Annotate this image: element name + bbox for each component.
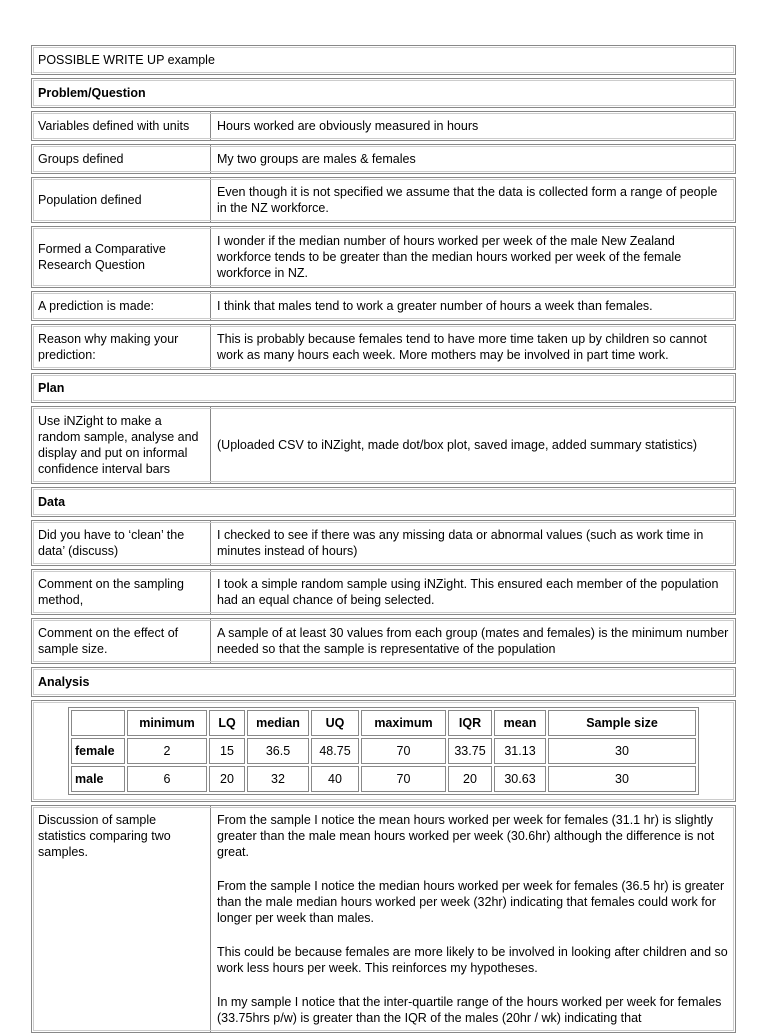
section-plan (31, 373, 736, 403)
row-label: Population defined (32, 178, 211, 222)
table-cell: 48.75 (311, 738, 359, 764)
table-header: Sample size (548, 710, 696, 736)
table-cell: female (71, 738, 125, 764)
table-cell: 30 (548, 738, 696, 764)
discussion-paragraph: In my sample I notice that the inter-quartile range of the hours worked per week for females (33.75hrs p/w) is greater than the IQR of the males (20hr / wk) indicating that (217, 995, 722, 1025)
problem-row-variables (31, 111, 736, 141)
write-up-document (31, 45, 736, 1036)
problem-row-question (31, 226, 736, 288)
row-text: I think that males tend to work a greater number of hours a week than females. (217, 299, 653, 313)
table-cell: 15 (209, 738, 245, 764)
table-row (71, 738, 696, 764)
row-label: A prediction is made: (32, 292, 211, 320)
row-label: Formed a Comparative Research Question (32, 227, 211, 287)
row-text: Hours worked are obviously measured in hours (217, 119, 479, 133)
section-analysis (31, 667, 736, 697)
row-label: Use iNZight to make a random sample, analyse and display and put on informal confidence interval bars (32, 407, 211, 483)
discussion-paragraph: From the sample I notice the median hours worked per week for females (36.5 hr) is greater than the male median hours worked per week (32hr) indicating that females could work for longer per week than males. (217, 879, 725, 925)
row-text: I checked to see if there was any missing data or abnormal values (such as work time in minutes instead of hours) (217, 528, 704, 558)
table-cell: 31.13 (494, 738, 546, 764)
discussion-text (211, 806, 735, 1032)
row-label: Reason why making your prediction: (32, 325, 211, 369)
table-cell: 70 (361, 738, 446, 764)
table-cell: 30.63 (494, 766, 546, 792)
table-header: IQR (448, 710, 492, 736)
problem-row-reason (31, 324, 736, 370)
row-label: Groups defined (32, 145, 211, 173)
section-heading-plan: Plan (38, 381, 65, 395)
table-header (71, 710, 125, 736)
table-cell: 36.5 (247, 738, 309, 764)
row-label: Comment on the sampling method, (32, 570, 211, 614)
data-row-sample-size (31, 618, 736, 664)
row-text: My two groups are males & females (217, 152, 416, 166)
row-text: Even though it is not specified we assume that the data is collected form a range of people in the NZ workforce. (217, 185, 718, 215)
row-text: I wonder if the median number of hours worked per week of the male New Zealand workforce tends to be greater than the median hours worked per week of the female workforce in NZ. (217, 234, 682, 280)
table-header: minimum (127, 710, 207, 736)
row-label: Comment on the effect of sample size. (32, 619, 211, 663)
discussion-paragraph: This could be because females are more likely to be involved in looking after children and so work less hours per week. This reinforces my hypotheses. (217, 945, 728, 975)
document-title: POSSIBLE WRITE UP example (38, 53, 215, 67)
table-cell: 20 (448, 766, 492, 792)
problem-row-prediction (31, 291, 736, 321)
table-header: maximum (361, 710, 446, 736)
row-label: Did you have to ‘clean’ the data’ (discuss) (32, 521, 211, 565)
table-header: median (247, 710, 309, 736)
table-cell: 20 (209, 766, 245, 792)
title-row (31, 45, 736, 75)
section-problem (31, 78, 736, 108)
table-header: UQ (311, 710, 359, 736)
table-cell: 30 (548, 766, 696, 792)
row-label: Discussion of sample statistics comparing two samples. (32, 806, 211, 1032)
stats-container (32, 701, 735, 801)
row-text: (Uploaded CSV to iNZight, made dot/box plot, saved image, added summary statistics) (217, 438, 698, 452)
table-cell: 2 (127, 738, 207, 764)
table-header: LQ (209, 710, 245, 736)
table-header: mean (494, 710, 546, 736)
table-cell: 70 (361, 766, 446, 792)
problem-row-groups (31, 144, 736, 174)
stats-row (31, 700, 736, 802)
plan-row-inzight (31, 406, 736, 484)
data-row-sampling (31, 569, 736, 615)
section-heading-analysis: Analysis (38, 675, 90, 689)
table-cell: 6 (127, 766, 207, 792)
section-data (31, 487, 736, 517)
row-label: Variables defined with units (32, 112, 211, 140)
table-cell: male (71, 766, 125, 792)
discussion-paragraph: From the sample I notice the mean hours worked per week for females (31.1 hr) is slightly greater than the male mean hours worked per week (30.6hr) although the difference is not great. (217, 813, 715, 859)
table-row (71, 766, 696, 792)
problem-row-population (31, 177, 736, 223)
row-text: I took a simple random sample using iNZight. This ensured each member of the population had an equal chance of being selected. (217, 577, 719, 607)
row-text: This is probably because females tend to have more time taken up by children so cannot work as many hours each week. More mothers may be involved in part time work. (217, 332, 707, 362)
section-heading-data: Data (38, 495, 66, 509)
table-cell: 33.75 (448, 738, 492, 764)
row-text: A sample of at least 30 values from each group (mates and females) is the minimum number needed so that the sample is representative of the population (217, 626, 729, 656)
data-row-clean (31, 520, 736, 566)
table-cell: 32 (247, 766, 309, 792)
table-header-row (71, 710, 696, 736)
section-heading-problem: Problem/Question (38, 86, 146, 100)
summary-statistics-table (68, 707, 699, 795)
table-cell: 40 (311, 766, 359, 792)
discussion-row (31, 805, 736, 1033)
